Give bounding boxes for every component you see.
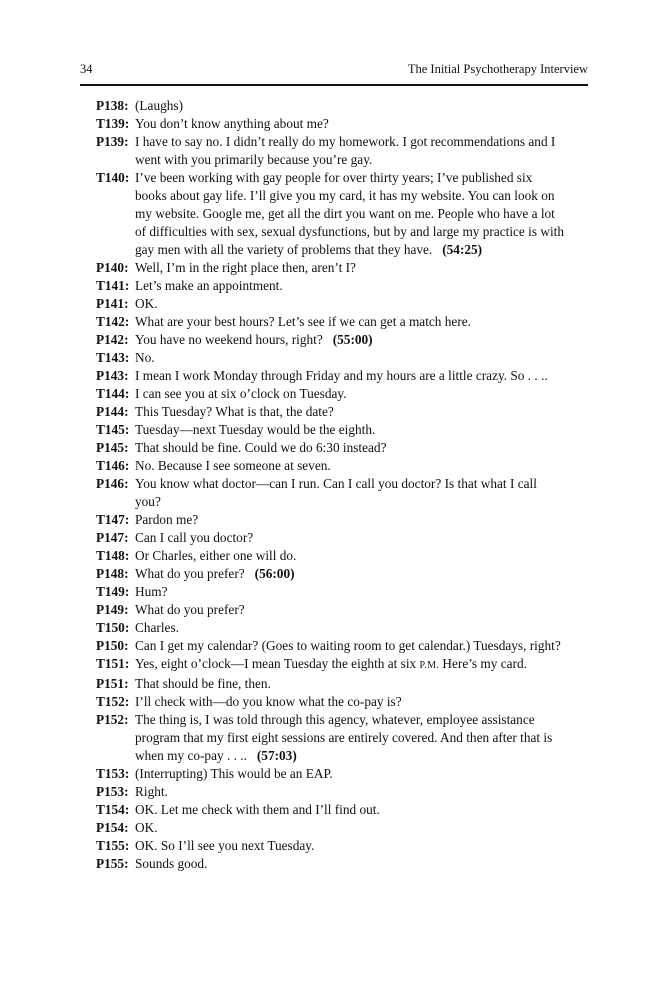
dialogue-turn — [96, 349, 566, 367]
utterance-text: Yes, eight o’clock—I mean Tuesday the eighth at six — [135, 656, 417, 671]
dialogue-turn — [96, 583, 566, 601]
utterance — [135, 583, 566, 601]
dialogue-turn — [96, 331, 566, 349]
dialogue-turn — [96, 367, 566, 385]
utterance — [135, 457, 566, 475]
timestamp: (56:00) — [254, 566, 295, 581]
utterance-text: You don’t know anything about me? — [135, 116, 329, 131]
speaker-label: T144: — [96, 386, 130, 401]
utterance-text: OK. — [135, 820, 158, 835]
utterance-text: Let’s make an appointment. — [135, 278, 283, 293]
utterance — [135, 837, 566, 855]
dialogue-turn — [96, 801, 566, 819]
dialogue-turn — [96, 855, 566, 873]
speaker-label: T155: — [96, 838, 130, 853]
utterance-text: I’ve been working with gay people for over thirty years; I’ve published six books about gay life. I’ll give you my card, it has my website. You can look on my website. Google me, get all the dirt you want on me. People who have a lot of difficulties with sex, sexual dysfunctions, but by and large my practice is with gay men with all the variety of problems that they have. — [135, 170, 564, 257]
utterance — [135, 295, 566, 313]
utterance-text: Hum? — [135, 584, 168, 599]
utterance-text: OK. So I’ll see you next Tuesday. — [135, 838, 315, 853]
page-header — [80, 60, 588, 80]
utterance-text: Can I call you doctor? — [135, 530, 254, 545]
dialogue-turn — [96, 403, 566, 421]
dialogue-turn — [96, 259, 566, 277]
dialogue-turn — [96, 601, 566, 619]
speaker-label: P138: — [96, 98, 129, 113]
utterance — [135, 819, 566, 837]
utterance-text-continued: Here’s my card. — [439, 656, 527, 671]
utterance — [135, 475, 566, 511]
dialogue-turn — [96, 457, 566, 475]
speaker-label: T154: — [96, 802, 130, 817]
speaker-label: P146: — [96, 476, 129, 491]
dialogue-turn — [96, 169, 566, 259]
speaker-label: P141: — [96, 296, 129, 311]
utterance — [135, 637, 566, 655]
dialogue-turn — [96, 637, 566, 655]
utterance — [135, 511, 566, 529]
small-caps-text: P.M. — [419, 660, 440, 671]
speaker-label: T147: — [96, 512, 130, 527]
utterance — [135, 601, 566, 619]
speaker-label: P148: — [96, 566, 129, 581]
utterance — [135, 529, 566, 547]
utterance-text: That should be fine, then. — [135, 676, 271, 691]
utterance-text: That should be fine. Could we do 6:30 instead? — [135, 440, 387, 455]
utterance-text: What do you prefer? — [135, 602, 245, 617]
utterance-text: I mean I work Monday through Friday and my hours are a little crazy. So . . .. — [135, 368, 548, 383]
utterance-text: Pardon me? — [135, 512, 199, 527]
utterance-text: What are your best hours? Let’s see if we can get a match here. — [135, 314, 471, 329]
speaker-label: P153: — [96, 784, 129, 799]
dialogue-turn — [96, 819, 566, 837]
utterance — [135, 711, 566, 765]
utterance-text: I can see you at six o’clock on Tuesday. — [135, 386, 347, 401]
dialogue-turn — [96, 439, 566, 457]
utterance — [135, 693, 566, 711]
utterance-text: I have to say no. I didn’t really do my homework. I got recommendations and I went with you primarily because you’re gay. — [135, 134, 556, 167]
dialogue-turn — [96, 711, 566, 765]
speaker-label: P149: — [96, 602, 129, 617]
utterance — [135, 367, 566, 385]
speaker-label: P145: — [96, 440, 129, 455]
speaker-label: T140: — [96, 170, 130, 185]
utterance-text: OK. Let me check with them and I’ll find out. — [135, 802, 380, 817]
dialogue-turn — [96, 277, 566, 295]
utterance-text: Or Charles, either one will do. — [135, 548, 297, 563]
dialogue-turn — [96, 313, 566, 331]
utterance — [135, 565, 566, 583]
header-rule — [80, 84, 588, 86]
utterance — [135, 133, 566, 169]
utterance — [135, 331, 566, 349]
utterance-text: Well, I’m in the right place then, aren’t I? — [135, 260, 356, 275]
speaker-label: T152: — [96, 694, 130, 709]
speaker-label: P155: — [96, 856, 129, 871]
utterance — [135, 783, 566, 801]
dialogue-turn — [96, 529, 566, 547]
dialogue-turn — [96, 837, 566, 855]
speaker-label: T139: — [96, 116, 130, 131]
utterance-text: I’ll check with—do you know what the co-pay is? — [135, 694, 402, 709]
utterance — [135, 313, 566, 331]
utterance-text: You have no weekend hours, right? — [135, 332, 323, 347]
speaker-label: T149: — [96, 584, 130, 599]
dialogue-turn — [96, 783, 566, 801]
speaker-label: T153: — [96, 766, 130, 781]
dialogue-turn — [96, 475, 566, 511]
utterance-text: Sounds good. — [135, 856, 208, 871]
dialogue-turn — [96, 421, 566, 439]
utterance — [135, 655, 566, 675]
utterance — [135, 855, 566, 873]
utterance — [135, 801, 566, 819]
speaker-label: T148: — [96, 548, 130, 563]
speaker-label: P154: — [96, 820, 129, 835]
utterance — [135, 169, 566, 259]
speaker-label: P144: — [96, 404, 129, 419]
timestamp: (57:03) — [256, 748, 297, 763]
utterance-text: What do you prefer? — [135, 566, 245, 581]
utterance-text: Right. — [135, 784, 168, 799]
utterance-text: OK. — [135, 296, 158, 311]
page-number: 34 — [80, 62, 93, 76]
utterance — [135, 619, 566, 637]
utterance-text: (Interrupting) This would be an EAP. — [135, 766, 333, 781]
utterance — [135, 765, 566, 783]
utterance — [135, 349, 566, 367]
utterance-text: (Laughs) — [135, 98, 183, 113]
utterance — [135, 547, 566, 565]
dialogue-turn — [96, 97, 566, 115]
utterance — [135, 403, 566, 421]
utterance — [135, 97, 566, 115]
utterance — [135, 421, 566, 439]
dialogue-turn — [96, 115, 566, 133]
transcript — [96, 97, 566, 873]
speaker-label: T143: — [96, 350, 130, 365]
speaker-label: T141: — [96, 278, 130, 293]
utterance-text: This Tuesday? What is that, the date? — [135, 404, 334, 419]
utterance-text: No. Because I see someone at seven. — [135, 458, 331, 473]
speaker-label: P140: — [96, 260, 129, 275]
speaker-label: P152: — [96, 712, 129, 727]
utterance — [135, 385, 566, 403]
speaker-label: T151: — [96, 656, 130, 671]
utterance-text: No. — [135, 350, 155, 365]
dialogue-turn — [96, 765, 566, 783]
speaker-label: P143: — [96, 368, 129, 383]
speaker-label: T142: — [96, 314, 130, 329]
dialogue-turn — [96, 385, 566, 403]
dialogue-turn — [96, 565, 566, 583]
dialogue-turn — [96, 547, 566, 565]
speaker-label: P139: — [96, 134, 129, 149]
dialogue-turn — [96, 619, 566, 637]
dialogue-turn — [96, 295, 566, 313]
speaker-label: T145: — [96, 422, 130, 437]
speaker-label: T150: — [96, 620, 130, 635]
utterance — [135, 259, 566, 277]
timestamp: (54:25) — [442, 242, 483, 257]
speaker-label: P151: — [96, 676, 129, 691]
speaker-label: P147: — [96, 530, 129, 545]
utterance-text: The thing is, I was told through this agency, whatever, employee assistance program that my first eight sessions are entirely covered. And then after that is when my co-pay . . .. — [135, 712, 553, 763]
utterance — [135, 675, 566, 693]
utterance-text: Charles. — [135, 620, 179, 635]
utterance — [135, 115, 566, 133]
utterance-text: Can I get my calendar? (Goes to waiting room to get calendar.) Tuesdays, right? — [135, 638, 561, 653]
dialogue-turn — [96, 675, 566, 693]
dialogue-turn — [96, 133, 566, 169]
dialogue-turn — [96, 655, 566, 675]
utterance-text: You know what doctor—can I run. Can I call you doctor? Is that what I call you? — [135, 476, 537, 509]
dialogue-turn — [96, 511, 566, 529]
speaker-label: P150: — [96, 638, 129, 653]
utterance — [135, 439, 566, 457]
timestamp: (55:00) — [332, 332, 373, 347]
running-title: The Initial Psychotherapy Interview — [407, 62, 588, 76]
dialogue-turn — [96, 693, 566, 711]
speaker-label: P142: — [96, 332, 129, 347]
speaker-label: T146: — [96, 458, 130, 473]
utterance — [135, 277, 566, 295]
utterance-text: Tuesday—next Tuesday would be the eighth. — [135, 422, 376, 437]
